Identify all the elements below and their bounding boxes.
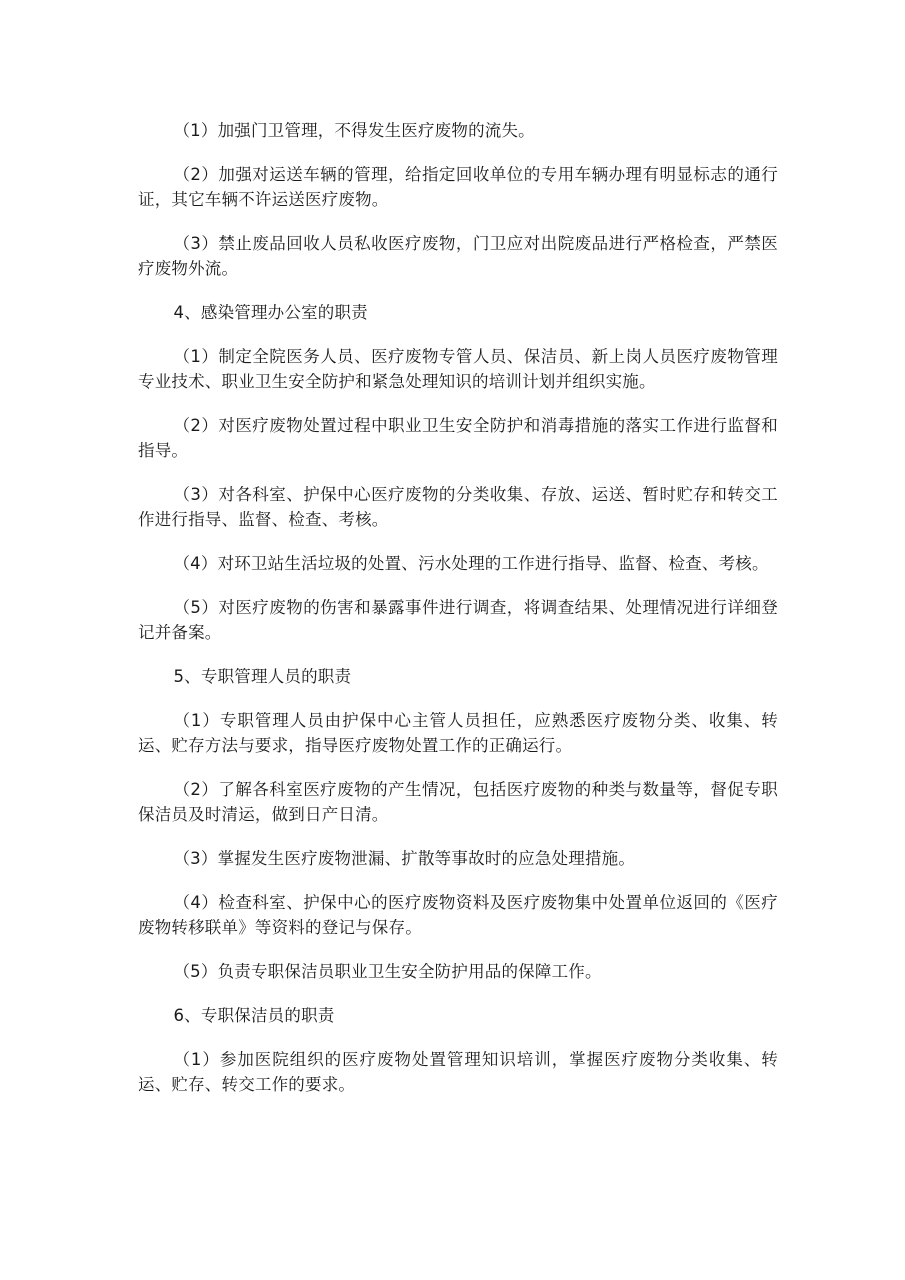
paragraph-cleaner-training: （1）参加医院组织的医疗废物处置管理知识培训，掌握医疗废物分类收集、转运、贮存、转交工作的要求。	[138, 1050, 778, 1094]
section-heading-dedicated-manager: 5、专职管理人员的职责	[173, 667, 352, 686]
paragraph-recycling-ban: （3）禁止废品回收人员私收医疗废物，门卫应对出院废品进行严格检查，严禁医疗废物外流。	[138, 234, 778, 278]
section-heading-infection-office: 4、感染管理办公室的职责	[173, 303, 368, 322]
paragraph-sanitation-guidance: （4）对环卫站生活垃圾的处置、污水处理的工作进行指导、监督、检查、考核。	[173, 554, 769, 573]
paragraph-supervision: （2）对医疗废物处置过程中职业卫生安全防护和消毒措施的落实工作进行监督和指导。	[138, 416, 778, 460]
paragraph-record-inspection: （4）检查科室、护保中心的医疗废物资料及医疗废物集中处置单位返回的《医疗废物转移联单》等资料的登记与保存。	[138, 893, 778, 937]
paragraph-training-plan: （1）制定全院医务人员、医疗废物专管人员、保洁员、新上岗人员医疗废物管理专业技术、职业卫生安全防护和紧急处理知识的培训计划并组织实施。	[138, 347, 778, 391]
paragraph-protective-equipment: （5）负责专职保洁员职业卫生安全防护用品的保障工作。	[173, 962, 602, 981]
paragraph-department-guidance: （3）对各科室、护保中心医疗废物的分类收集、存放、运送、暂时贮存和转交工作进行指导、监督、检查、考核。	[138, 485, 778, 529]
paragraph-gate-management: （1）加强门卫管理，不得发生医疗废物的流失。	[173, 121, 535, 140]
paragraph-manager-role: （1）专职管理人员由护保中心主管人员担任，应熟悉医疗废物分类、收集、转运、贮存方法与要求，指导医疗废物处置工作的正确运行。	[138, 711, 778, 755]
section-heading-cleaner: 6、专职保洁员的职责	[173, 1006, 335, 1025]
paragraph-emergency-measures: （3）掌握发生医疗废物泄漏、扩散等事故时的应急处理措施。	[173, 849, 636, 868]
document-body	[138, 118, 778, 1116]
paragraph-waste-tracking: （2）了解各科室医疗废物的产生情况，包括医疗废物的种类与数量等，督促专职保洁员及时清运，做到日产日清。	[138, 780, 778, 824]
paragraph-vehicle-management: （2）加强对运送车辆的管理，给指定回收单位的专用车辆办理有明显标志的通行证，其它车辆不许运送医疗废物。	[138, 165, 778, 209]
paragraph-incident-investigation: （5）对医疗废物的伤害和暴露事件进行调查，将调查结果、处理情况进行详细登记并备案。	[138, 598, 778, 642]
